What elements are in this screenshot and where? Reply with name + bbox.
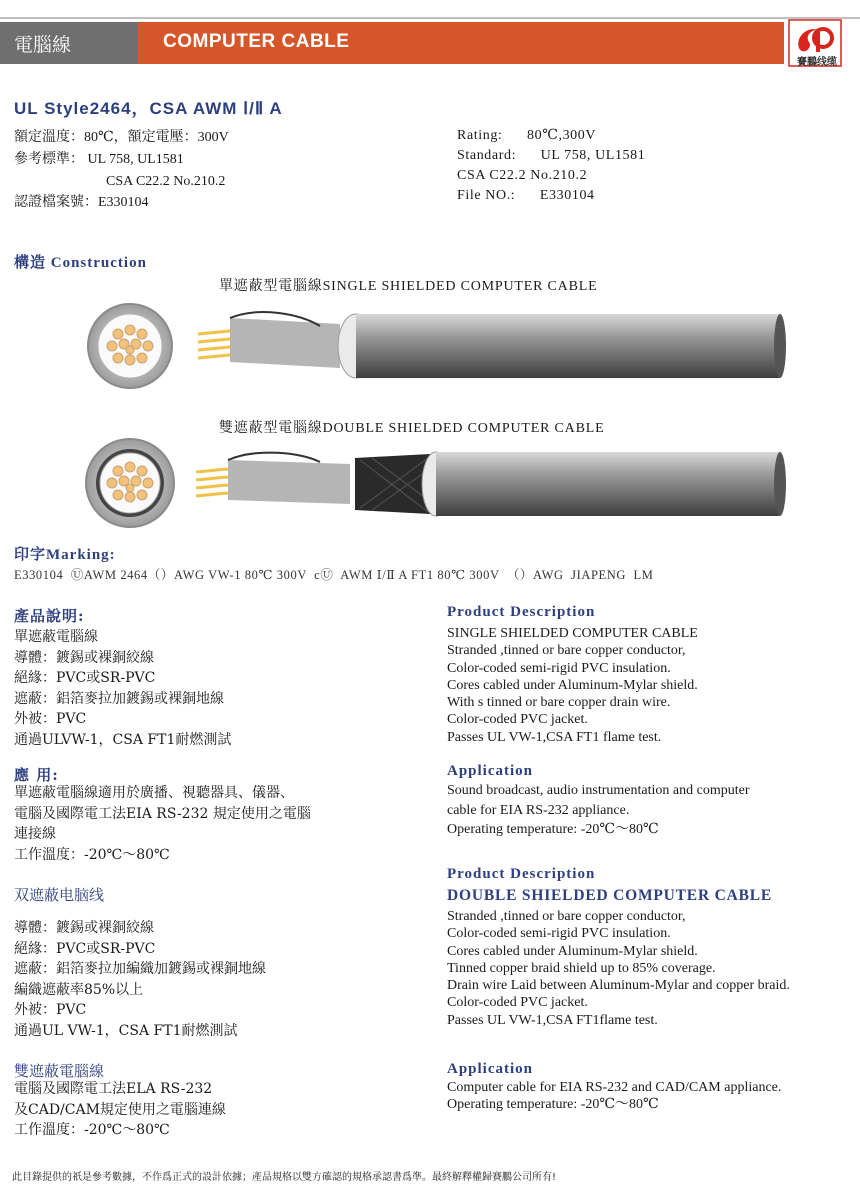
spec-cn-rating: 額定溫度：80℃，額定電壓：300V <box>14 130 229 145</box>
cn-double-heading: 双遮蔽电脑线 <box>14 886 105 904</box>
cn-app-line: 連接線 <box>14 826 56 842</box>
spec-cn-csa: CSA C22.2 No.210.2 <box>106 174 226 189</box>
cn-app-line: 電腦及國際電工法EIA RS-232 規定使用之電腦 <box>14 805 311 822</box>
cn-double-app-line: 工作溫度：-20℃～80℃ <box>14 1122 170 1138</box>
en-desc2-line: Color-coded PVC jacket. <box>447 995 588 1011</box>
single-cable-figure <box>0 296 860 396</box>
cn-double-line: 編織遮蔽率85%以上 <box>14 981 144 998</box>
en-app-list <box>447 781 750 840</box>
cn-double-app-heading: 雙遮蔽電腦線 <box>14 1062 105 1080</box>
header-rule <box>0 17 860 19</box>
spec-cn-file: 認證檔案號：E330104 <box>14 195 149 210</box>
brand-name: 賽鵬线缆 <box>797 57 837 68</box>
cn-desc-line: 導體：鍍錫或裸銅絞線 <box>14 649 154 666</box>
cn-desc-line: 絕緣：PVC或SR-PVC <box>14 670 156 686</box>
header-title-cn: 電腦線 <box>14 34 72 56</box>
en-desc2-line: Drain wire Laid between Aluminum-Mylar and copper braid. <box>447 978 790 994</box>
style-title: UL Style2464，CSA AWM Ⅰ/Ⅱ A <box>14 99 283 118</box>
spec-en-rating: Rating: 80℃,300V <box>457 128 597 143</box>
en-desc2-line: Stranded ,tinned or bare copper conductor, <box>447 909 686 924</box>
cn-desc-line: 遮蔽：鋁箔麥拉加鍍錫或裸銅地線 <box>14 690 224 707</box>
en-desc-line: Passes UL VW-1,CSA FT1 flame test. <box>447 729 662 745</box>
en-app-heading: Application <box>447 763 534 779</box>
double-cable-figure <box>0 438 860 538</box>
en-app2-line: Operating temperature: -20℃～80℃ <box>447 1097 659 1113</box>
cn-double-line: 導體：鍍錫或裸銅絞線 <box>14 920 154 936</box>
en-desc2-heading: Product Description <box>447 866 596 882</box>
en-desc2-line: Passes UL VW-1,CSA FT1flame test. <box>447 1012 658 1028</box>
en-app2-line: Computer cable for EIA RS-232 and CAD/CAM appliance. <box>447 1080 782 1095</box>
cn-app-line: 工作溫度：-20℃～80℃ <box>14 846 170 863</box>
cn-double-line: 絕緣：PVC或SR-PVC <box>14 940 156 957</box>
cn-desc-line: 通過ULVW-1，CSA FT1耐燃測試 <box>14 731 232 748</box>
cn-double-list <box>14 918 266 1041</box>
spec-en-csa: CSA C22.2 No.210.2 <box>457 168 588 183</box>
en-desc-line: Stranded ,tinned or bare copper conductor, <box>447 643 686 659</box>
cn-desc-heading: 產品說明: <box>14 607 85 625</box>
en-desc2-line: Tinned copper braid shield up to 85% coverage. <box>447 960 716 976</box>
en-desc-list <box>447 625 698 746</box>
cn-double-line: 遮蔽：鋁箔麥拉加編織加鍍錫或裸銅地線 <box>14 961 266 977</box>
en-desc2-line: Cores cabled under Aluminum-Mylar shield. <box>447 943 698 959</box>
cn-app-line: 單遮蔽電腦線適用於廣播、視聽器具、儀器、 <box>14 785 294 801</box>
en-app2-list <box>447 1079 781 1114</box>
cn-double-app-list <box>14 1079 226 1141</box>
cn-app-list <box>14 783 311 865</box>
en-app-line: Sound broadcast, audio instrumentation and computer <box>447 783 750 798</box>
marking-heading: 印字Marking: <box>14 547 116 563</box>
cn-double-app-line: 電腦及國際電工法ELA RS-232 <box>14 1081 213 1097</box>
cn-desc-list <box>14 627 231 750</box>
en-desc2-line: Color-coded semi-rigid PVC insulation. <box>447 926 671 942</box>
cn-double-line: 外被：PVC <box>14 1002 87 1018</box>
construction-heading: 構造 Construction <box>14 255 147 271</box>
en-desc-line: Color-coded PVC jacket. <box>447 712 588 728</box>
cn-double-app-line: 及CAD/CAM規定使用之電腦連線 <box>14 1101 226 1118</box>
footer-disclaimer: 此目錄提供的祇是參考數據，不作爲正式的設計依據；產品規格以雙方確認的規格承認書爲準。最終解釋權歸賽鵬公司所有! <box>12 1172 557 1183</box>
en-desc-heading: Product Description <box>447 604 596 620</box>
en-desc-line: SINGLE SHIELDED COMPUTER CABLE <box>447 626 698 641</box>
en-desc-line: With s tinned or bare copper drain wire. <box>447 695 671 711</box>
marking-text: E330104 ⓊAWM 2464（）AWG VW-1 80℃ 300V cⓊ AWM Ⅰ/Ⅱ A FT1 80℃ 300V （）AWG JIAPENG LM <box>14 568 654 582</box>
cn-app-heading: 應 用: <box>14 766 59 784</box>
spec-en-standard: Standard: UL 758, UL1581 <box>457 148 646 163</box>
cn-double-line: 通過UL VW-1，CSA FT1耐燃測試 <box>14 1022 238 1039</box>
single-caption: 單遮蔽型電腦線SINGLE SHIELDED COMPUTER CABLE <box>219 279 598 294</box>
cn-desc-line: 外被：PVC <box>14 711 87 727</box>
header-title-en: COMPUTER CABLE <box>163 31 350 52</box>
en-app-line: Operating temperature: -20℃～80℃ <box>447 822 659 837</box>
en-desc2-title: DOUBLE SHIELDED COMPUTER CABLE <box>447 887 773 904</box>
en-desc-line: Color-coded semi-rigid PVC insulation. <box>447 660 671 676</box>
double-caption: 雙遮蔽型電腦線DOUBLE SHIELDED COMPUTER CABLE <box>219 421 605 436</box>
spec-en-file: File NO.: E330104 <box>457 188 595 203</box>
cn-desc-line: 單遮蔽電腦線 <box>14 629 98 645</box>
spec-cn-standard: 參考標準： UL 758, UL1581 <box>14 152 184 167</box>
en-app2-heading: Application <box>447 1061 534 1077</box>
en-desc2-list <box>447 908 790 1029</box>
en-desc-line: Cores cabled under Aluminum-Mylar shield. <box>447 677 698 693</box>
en-app-line: cable for EIA RS-232 appliance. <box>447 802 630 818</box>
